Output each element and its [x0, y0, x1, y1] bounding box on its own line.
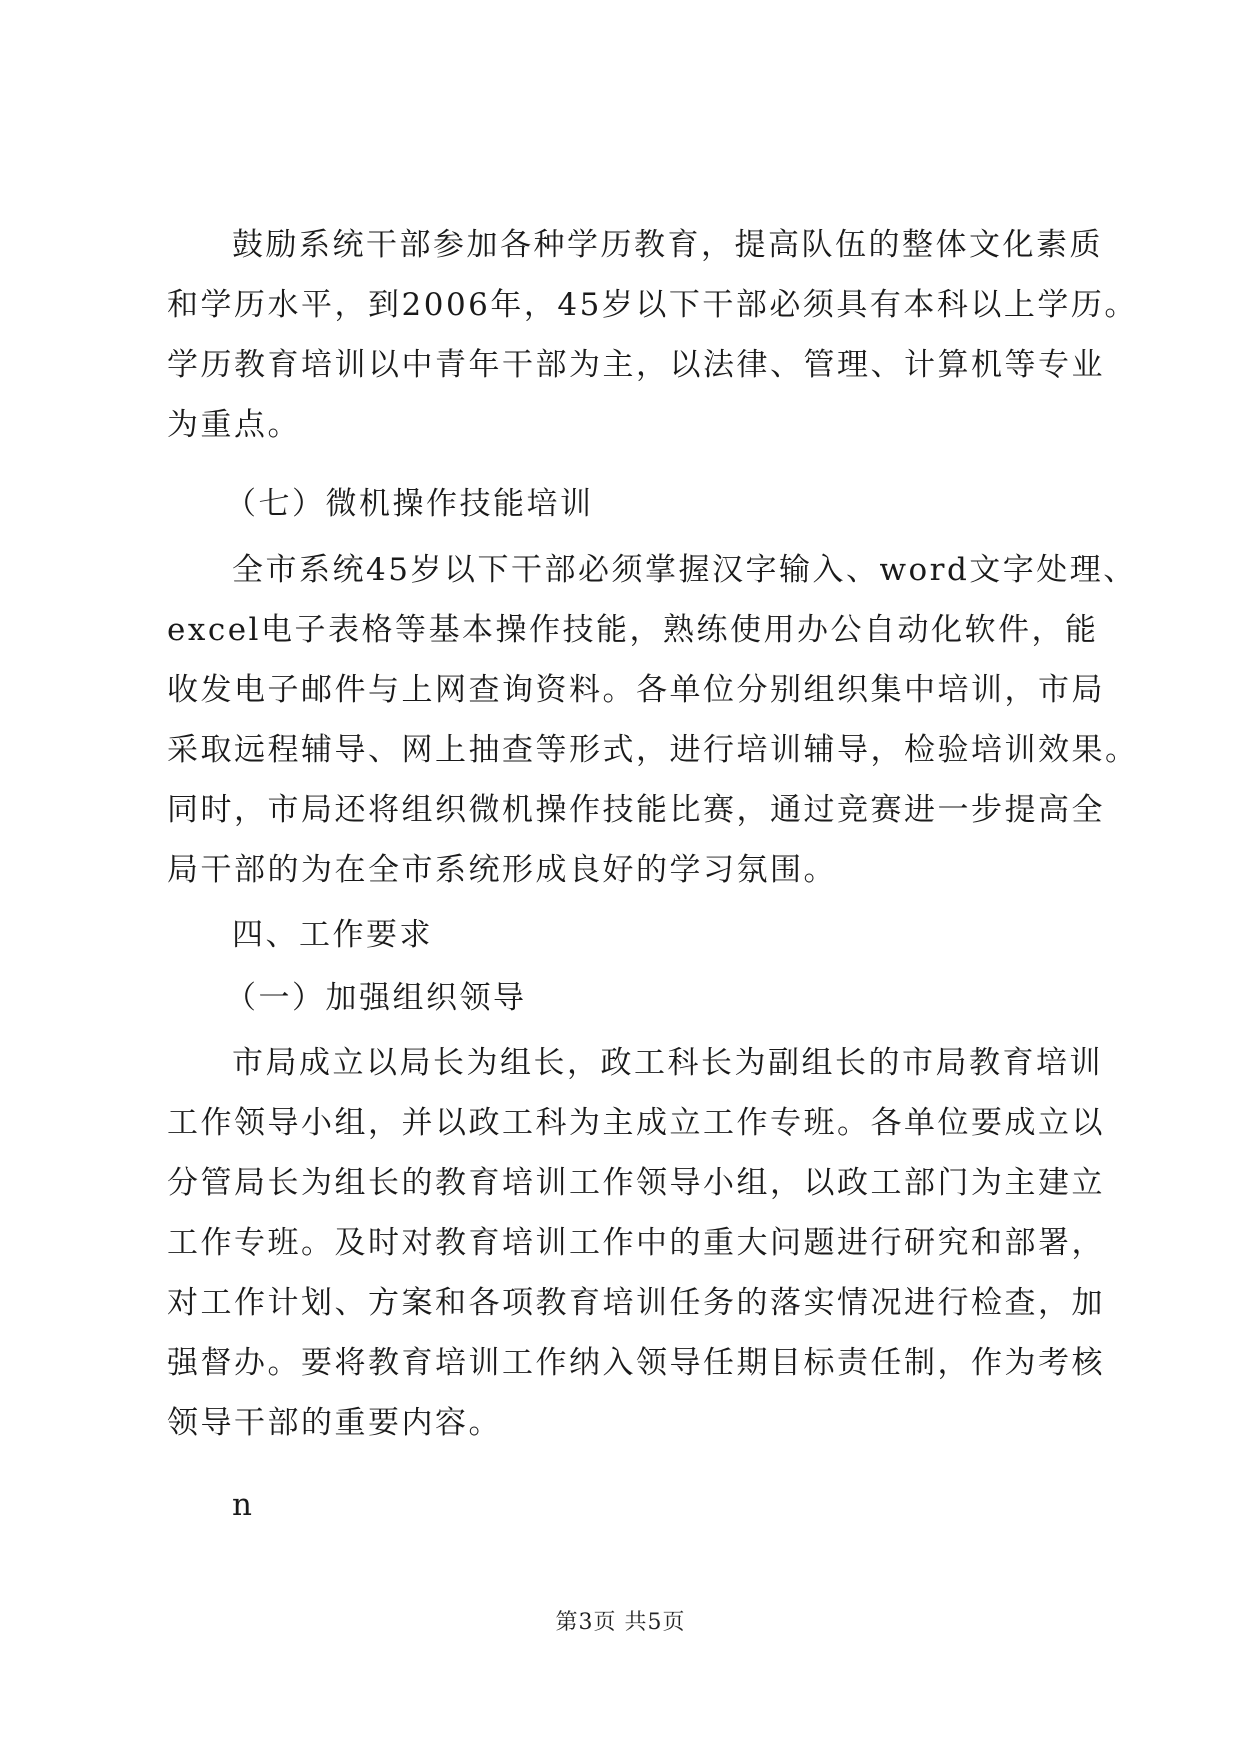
paragraph-line: 对工作计划、方案和各项教育培训任务的落实情况进行检查，加 — [167, 1285, 1105, 1321]
paragraph-line: 工作领导小组，并以政工科为主成立工作专班。各单位要成立以 — [167, 1105, 1105, 1141]
paragraph-line: 局干部的为在全市系统形成良好的学习氛围。 — [167, 852, 837, 888]
paragraph-line: 采取远程辅导、网上抽查等形式，进行培训辅导，检验培训效果。 — [167, 732, 1139, 768]
section-heading: （七）微机操作技能培训 — [225, 486, 594, 522]
paragraph-line: excel电子表格等基本操作技能，熟练使用办公自动化软件，能 — [167, 612, 1099, 648]
paragraph-line: 和学历水平，到2006年，45岁以下干部必须具有本科以上学历。 — [167, 287, 1138, 323]
paragraph-line: 同时，市局还将组织微机操作技能比赛，通过竞赛进一步提高全 — [167, 792, 1105, 828]
subsection-heading: （一）加强组织领导 — [225, 980, 527, 1016]
paragraph-line: 全市系统45岁以下干部必须掌握汉字输入、word文字处理、 — [232, 552, 1137, 588]
paragraph-line: 分管局长为组长的教育培训工作领导小组，以政工部门为主建立 — [167, 1165, 1105, 1201]
paragraph-line: 工作专班。及时对教育培训工作中的重大问题进行研究和部署， — [167, 1225, 1105, 1261]
section-heading: 四、工作要求 — [232, 917, 433, 953]
page-footer: 第3页 共5页 — [555, 1610, 686, 1635]
paragraph-line: 强督办。要将教育培训工作纳入领导任期目标责任制，作为考核 — [167, 1345, 1105, 1381]
paragraph-line: 收发电子邮件与上网查询资料。各单位分别组织集中培训，市局 — [167, 672, 1105, 708]
paragraph-line: 市局成立以局长为组长，政工科长为副组长的市局教育培训 — [232, 1045, 1103, 1081]
paragraph-line: 学历教育培训以中青年干部为主，以法律、管理、计算机等专业 — [167, 347, 1105, 383]
paragraph-line: 为重点。 — [167, 407, 301, 443]
stray-character: n — [232, 1487, 255, 1523]
paragraph-line: 领导干部的重要内容。 — [167, 1405, 502, 1441]
paragraph-line: 鼓励系统干部参加各种学历教育，提高队伍的整体文化素质 — [232, 227, 1103, 263]
